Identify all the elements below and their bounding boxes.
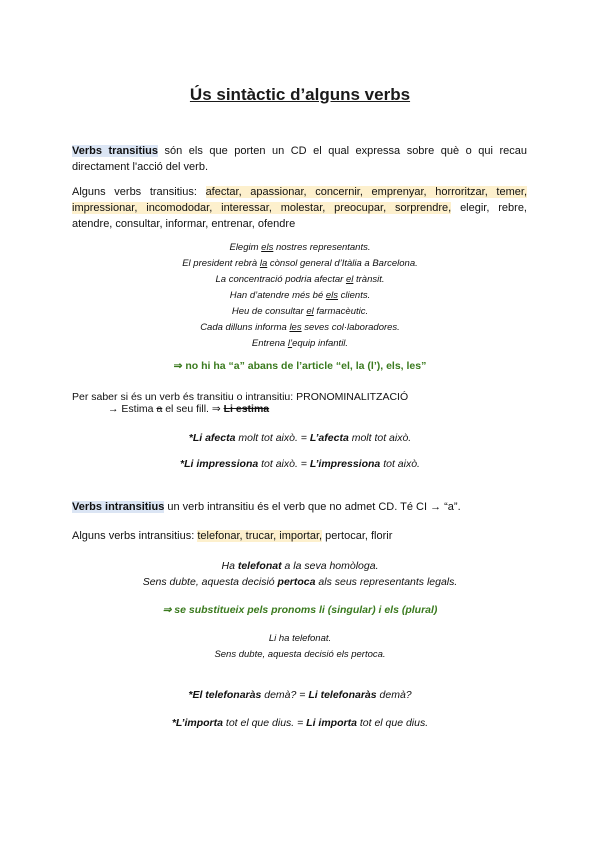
transitive-term: Verbs transitius bbox=[72, 145, 158, 157]
intransitive-definition-text: un verb intransitiu és el verb que no admet CD. Té CI → “a”. bbox=[164, 501, 461, 513]
intransitive-examples bbox=[0, 558, 600, 590]
transitive-examples bbox=[0, 240, 600, 352]
transitive-list bbox=[72, 184, 527, 232]
example-line: El president rebrà la cònsol general d’Itàlia a Barcelona. bbox=[182, 258, 418, 269]
transitive-list-rest: elegir, rebre, atendre, consultar, informar, entrenar, ofendre bbox=[72, 202, 527, 230]
example-line: Entrena l’equip infantil. bbox=[251, 338, 349, 349]
example-line: Li ha telefonat. bbox=[268, 633, 332, 644]
example-line: Cada dilluns informa les seves col·laboradores. bbox=[200, 322, 400, 333]
example-line: Heu de consultar el farmacèutic. bbox=[231, 306, 369, 317]
intransitive-list bbox=[72, 528, 527, 544]
page-title: Ús sintàctic d’alguns verbs bbox=[189, 85, 411, 104]
intransitive-term: Verbs intransitius bbox=[72, 501, 165, 513]
pronominalization-test: Per saber si és un verb és transitiu o intransitiu: PRONOMINALITZACIÓ bbox=[72, 391, 409, 403]
intransitive-list-intro: Alguns verbs intransitius: bbox=[72, 530, 198, 542]
transitive-rule: ⇒ no hi ha “a” abans de l’article “el, la (l’), els, les” bbox=[173, 360, 427, 372]
intransitive-rule: ⇒ se substitueix pels pronoms li (singular) i els (plural) bbox=[162, 604, 438, 616]
transitive-definition-text: són els que porten un CD el qual expressa sobre què o qui recau directament l'acció del verb. bbox=[72, 145, 527, 173]
example-line: La concentració podria afectar el trànsit. bbox=[215, 274, 385, 285]
example-line: Elegim els nostres representants. bbox=[229, 242, 371, 253]
transitive-definition bbox=[72, 143, 527, 175]
pronominalization-example: → Estima a el seu fill. ⇒ Li estima bbox=[108, 403, 270, 415]
transitive-list-intro: Alguns verbs transitius: bbox=[72, 186, 206, 198]
intransitive-comparison-2: *L’importa tot el que dius. = Li importa tot el que dius. bbox=[171, 717, 429, 729]
intransitive-definition bbox=[72, 499, 527, 515]
example-line: Ha telefonat a la seva homòloga. bbox=[221, 560, 379, 572]
example-line: Sens dubte, aquesta decisió pertoca als seus representants legals. bbox=[142, 576, 458, 588]
transitive-comparison-1: *Li afecta molt tot això. = L’afecta molt tot això. bbox=[188, 432, 412, 444]
example-line: Han d’atendre més bé els clients. bbox=[229, 290, 371, 301]
transitive-list-highlight: afectar, apassionar, concernir, emprenyar, horroritzar, temer, impressionar, incomododar, interessar, molestar, preocupar, sorprendre, bbox=[72, 186, 527, 214]
transitive-comparison-2: *Li impressiona tot això. = L’impressiona tot això. bbox=[180, 458, 420, 470]
intransitive-pronoun-examples bbox=[0, 631, 600, 663]
intransitive-list-highlight: telefonar, trucar, importar, bbox=[197, 530, 323, 542]
example-line: Sens dubte, aquesta decisió els pertoca. bbox=[214, 649, 386, 660]
intransitive-list-rest: pertocar, florir bbox=[322, 530, 393, 542]
intransitive-comparison-1: *El telefonaràs demà? = Li telefonaràs demà? bbox=[188, 689, 412, 701]
